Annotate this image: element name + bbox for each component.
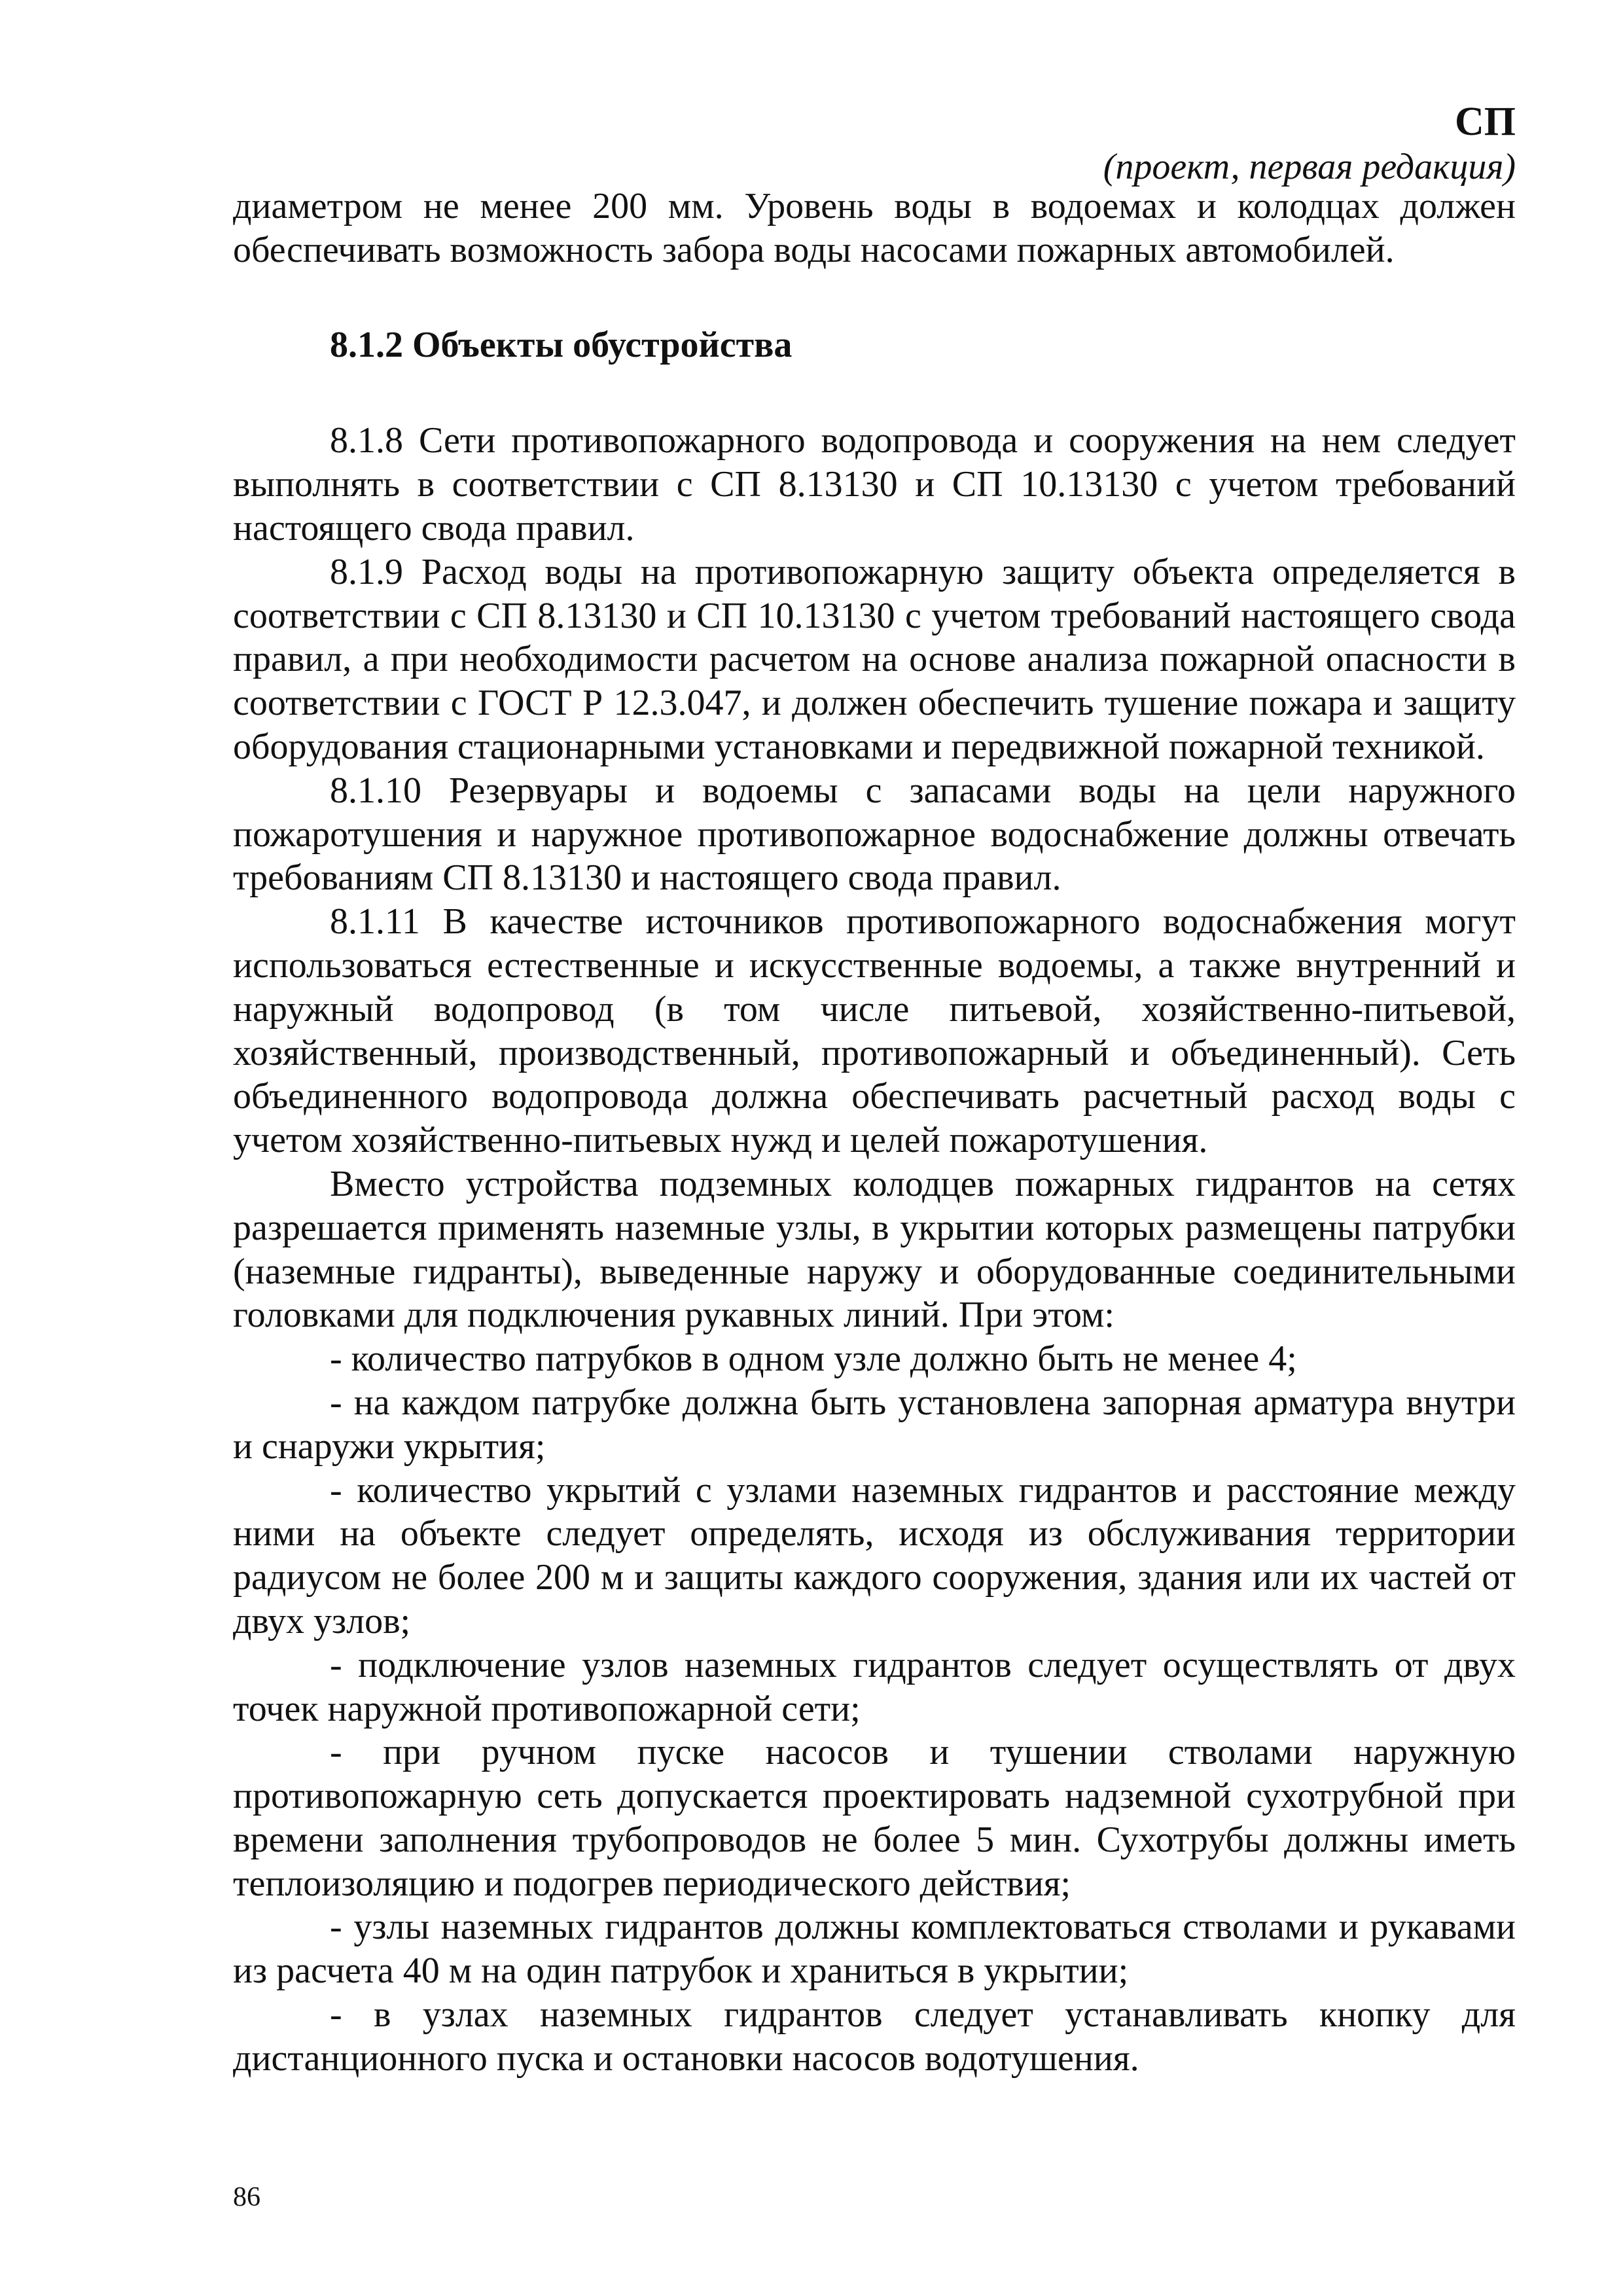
document-body <box>233 185 1516 2081</box>
paragraph-ground-hydrants: Вместо устройства подземных колодцев пожарных гидрантов на сетях разрешается применять наземные узлы, в укрытии которых размещены патрубки (наземные гидранты), выведенные наружу и оборудованные соединительными головками для подключения рукавных линий. При этом: <box>233 1163 1516 1336</box>
paragraph-continuation: диаметром не менее 200 мм. Уровень воды в водоемах и колодцах должен обеспечивать возможность забора воды насосами пожарных автомобилей. <box>233 186 1516 270</box>
list-item-hose-equipment: - узлы наземных гидрантов должны комплектоваться стволами и рукавами из расчета 40 м на один патрубок и храниться в укрытии; <box>233 1907 1516 1992</box>
section-heading: 8.1.2 Объекты обустройства <box>330 324 793 365</box>
paragraph-8-1-11: 8.1.11 В качестве источников противопожарного водоснабжения могут использоваться естественные и искусственные водоемы, а также внутренний и наружный водопровод (в том числе питьевой, хозяйственно-питьевой, хозяйственный, производственный, противопожарный и объединенный). Сеть объединенного водопровода должна обеспечивать расчетный расход воды с учетом хозяйственно-питьевых нужд и целей пожаротушения. <box>233 901 1516 1161</box>
list-item-shelter-spacing: - количество укрытий с узлами наземных гидрантов и расстояние между ними на объекте следует определять, исходя из обслуживания территории радиусом не более 200 м и защиты каждого сооружения, здания или их частей от двух узлов; <box>233 1469 1516 1641</box>
list-item-connection-points: - подключение узлов наземных гидрантов следует осуществлять от двух точек наружной противопожарной сети; <box>233 1644 1516 1729</box>
list-item-dry-pipe: - при ручном пуске насосов и тушении стволами наружную противопожарную сеть допускается проектировать надземной сухотрубной при времени заполнения трубопроводов не более 5 мин. Сухотрубы должны иметь теплоизоляцию и подогрев периодического действия; <box>233 1732 1516 1904</box>
list-item-remote-button: - в узлах наземных гидрантов следует устанавливать кнопку для дистанционного пуска и остановки насосов водотушения. <box>233 1994 1516 2079</box>
list-item-shutoff-valves: - на каждом патрубке должна быть установлена запорная арматура внутри и снаружи укрытия; <box>233 1382 1516 1467</box>
paragraph-8-1-8: 8.1.8 Сети противопожарного водопровода и сооружения на нем следует выполнять в соответствии с СП 8.13130 и СП 10.13130 с учетом требований настоящего свода правил. <box>233 420 1516 548</box>
page-number: 86 <box>233 2182 260 2212</box>
page-header <box>1103 98 1516 188</box>
document-status: (проект, первая редакция) <box>1103 147 1516 187</box>
document-code: СП <box>1455 99 1516 144</box>
list-item-nozzle-count: - количество патрубков в одном узле должно быть не менее 4; <box>330 1338 1297 1380</box>
paragraph-8-1-10: 8.1.10 Резервуары и водоемы с запасами воды на цели наружного пожаротушения и наружное противопожарное водоснабжение должны отвечать требованиям СП 8.13130 и настоящего свода правил. <box>233 770 1516 899</box>
paragraph-8-1-9: 8.1.9 Расход воды на противопожарную защиту объекта определяется в соответствии с СП 8.13130 и СП 10.13130 с учетом требований настоящего свода правил, а при необходимости расчетом на основе анализа пожарной опасности в соответствии с ГОСТ Р 12.3.047, и должен обеспечить тушение пожара и защиту оборудования стационарными установками и передвижной пожарной техникой. <box>233 551 1516 767</box>
